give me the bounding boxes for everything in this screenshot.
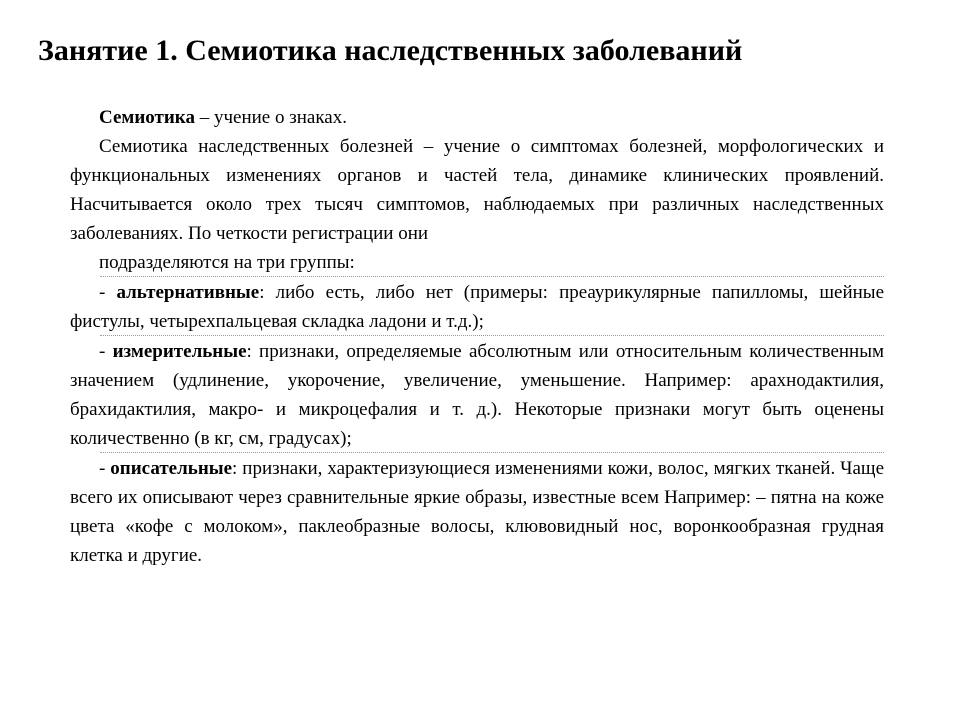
definition-text: – учение о знаках. — [194, 107, 347, 128]
intro-paragraph: Семиотика наследственных болезней – учение о симптомах болезней, морфологических и функциональных изменениях органов и частей тела, динамике клинических проявлений. Насчитывается около трех тысяч симптомов, наблюдаемых при различных наследственных заболеваниях. По четкости регистрации они — [70, 136, 884, 244]
group-text-descriptive: : признаки, характеризующиеся изменениями кожи, волос, мягких тканей. Чаще всего их описывают через сравнительные яркие образы, известные всем Например: – пятна на коже цвета «кофе с молоком», паклеобразные волосы, клювовидный нос, воронкообразная грудная клетка и другие. — [70, 458, 884, 566]
list-dash: - — [99, 458, 111, 479]
group-item-measurable — [70, 337, 884, 453]
list-dash: - — [99, 282, 117, 303]
group-text-measurable: : признаки, определяемые абсолютным или относительным количественным значением (удлинение, укорочение, увеличение, уменьшение. Например: арахнодактилия, брахидактилия, макро- и микроцефалия и т. д.). Некоторые признаки могут быть оценены количественно (в кг, см, градусах); — [70, 341, 885, 449]
group-text-alternative: : либо есть, либо нет (примеры: преаурикулярные папилломы, шейные фистулы, четырехпальцевая складка ладони и т.д.); — [70, 282, 885, 332]
definition-paragraph — [70, 103, 884, 132]
slide-title: Занятие 1. Семиотика наследственных заболеваний — [38, 34, 743, 67]
groups-intro: подразделяются на три группы: — [99, 252, 355, 273]
group-term-descriptive: описательные — [110, 458, 233, 479]
slide-body — [70, 103, 884, 570]
list-dash: - — [99, 341, 113, 362]
group-term-measurable: измерительные — [112, 341, 247, 362]
group-term-alternative: альтернативные — [116, 282, 260, 303]
group-item-descriptive — [70, 454, 884, 570]
group-item-alternative — [70, 278, 884, 336]
definition-term: Семиотика — [99, 107, 195, 128]
